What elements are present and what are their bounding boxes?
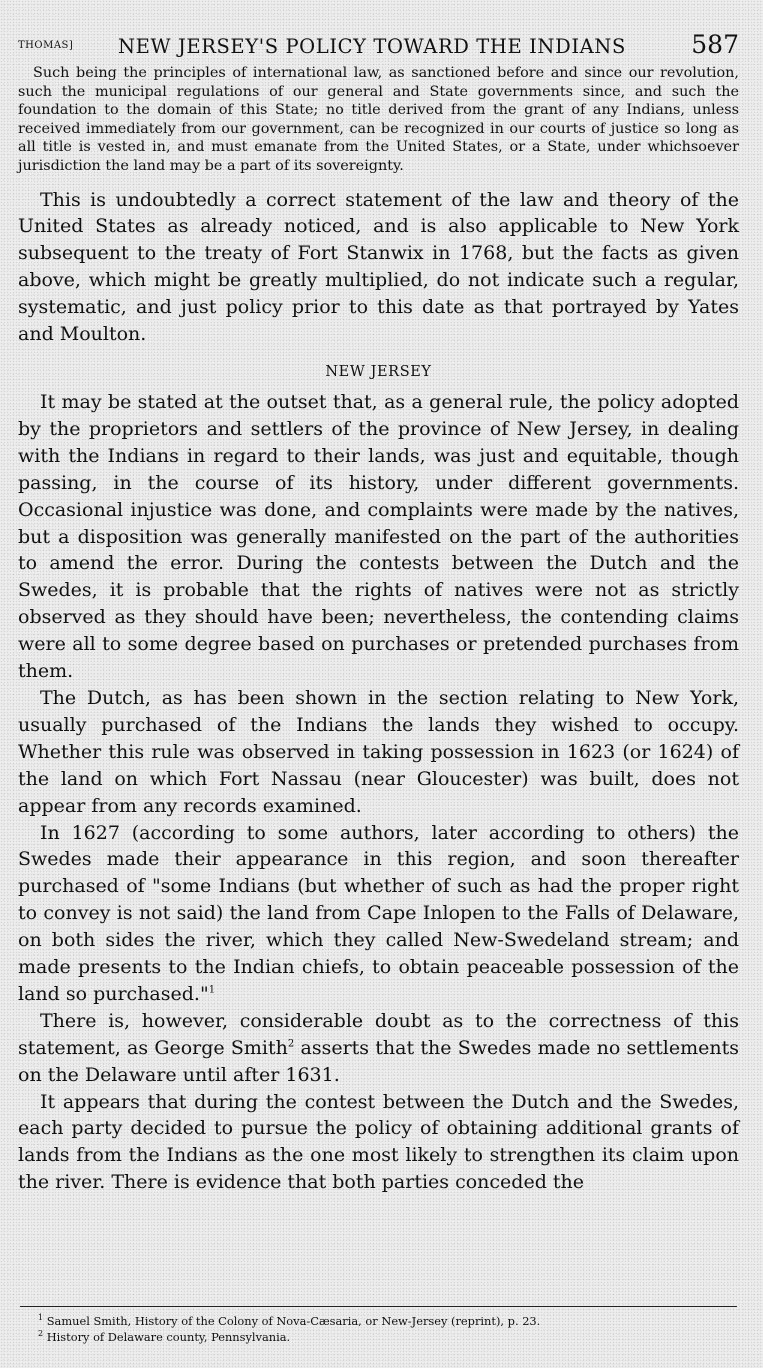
paragraph-2: It may be stated at the outset that, as a general rule, the policy adopted by the proprietors and settlers of the province of New Jersey, in dealing with the Indians in regard to their lands, was just and equitable, though passing, in the course of its history, under different governments. Occasional injustice was done, and complaints were made by the natives, but a disposition was generally manifested on the part of the authorities to amend the error. During the contests between the Dutch and the Swedes, it is probable that the rights of natives were not as strictly observed as they should have been; nevertheless, the contending claims were all to some degree based on purchases or pretended purchases from them. bbox=[18, 391, 739, 683]
footnotes bbox=[38, 1313, 737, 1345]
page-number: 587 bbox=[691, 30, 739, 59]
block-quote bbox=[18, 64, 739, 176]
paragraph-5-text-a: There is, however, considerable doubt as to the correctness of this statement, as George Smith bbox=[18, 1009, 739, 1059]
footnote-2 bbox=[38, 1329, 737, 1345]
paragraph-4-text: In 1627 (according to some authors, later according to others) the Swedes made their appearance in this region, and soon thereafter purchased of "some Indians (but whether of such as had the proper right to convey is not said) the land from Cape Inlopen to the Falls of Delaware, on both sides the river, which they called New-Swedeland stream; and made presents to the Indian chiefs, to obtain peaceable possession of the land so purchased." bbox=[18, 821, 739, 1005]
paragraph-6: It appears that during the contest between the Dutch and the Swedes, each party decided to pursue the policy of obtaining additional grants of lands from the Indians as the one most likely to strengthen its claim upon the river. There is evidence that both parties conceded the bbox=[18, 1090, 739, 1194]
running-header bbox=[18, 30, 739, 64]
paragraph-4 bbox=[18, 820, 739, 1008]
body-text bbox=[18, 187, 739, 1197]
header-title: NEW JERSEY'S POLICY TOWARD THE INDIANS bbox=[118, 35, 626, 58]
paragraph-5 bbox=[18, 1008, 739, 1089]
footnote-ref-1: 1 bbox=[208, 984, 216, 996]
paragraph-3: The Dutch, as has been shown in the section relating to New York, usually purchased of the Indians the lands they wished to occupy. Whether this rule was observed in taking possession in 1623 (or 1624) of the land on which Fort Nassau (near Gloucester) was built, does not appear from any records examined. bbox=[18, 686, 739, 817]
footnote-1 bbox=[38, 1313, 737, 1329]
footnote-2-text: History of Delaware county, Pennsylvania. bbox=[46, 1330, 291, 1344]
footnote-divider bbox=[20, 1306, 737, 1307]
footnote-ref-2: 2 bbox=[287, 1038, 295, 1050]
footnote-2-number: 2 bbox=[38, 1329, 44, 1339]
footnote-1-text: Samuel Smith, History of the Colony of Nova-Cæsaria, or New-Jersey (reprint), p. 23. bbox=[46, 1314, 541, 1328]
quote-text: Such being the principles of international law, as sanctioned before and since our revolution, such the municipal regulations of our general and State governments since, and such the foundation to the domain of this State; no title derived from the grant of any Indians, unless received immediately from our government, can be recognized in our courts of justice so long as all title is vested in, and must emanate from the United States, or a State, under whichsoever jurisdiction the land may be a part of its sovereignty. bbox=[18, 65, 739, 174]
paragraph-5-text-b: asserts that the Swedes made no settlements on the Delaware until after 1631. bbox=[18, 1036, 739, 1086]
paragraph-1: This is undoubtedly a correct statement of the law and theory of the United States as already noticed, and is also applicable to New York subsequent to the treaty of Fort Stanwix in 1768, but the facts as given above, which might be greatly multiplied, do not indicate such a regular, systematic, and just policy prior to this date as that portrayed by Yates and Moulton. bbox=[18, 188, 739, 346]
header-author: THOMAS] bbox=[18, 40, 74, 51]
footnote-1-number: 1 bbox=[38, 1313, 44, 1323]
section-heading: NEW JERSEY bbox=[325, 364, 432, 380]
